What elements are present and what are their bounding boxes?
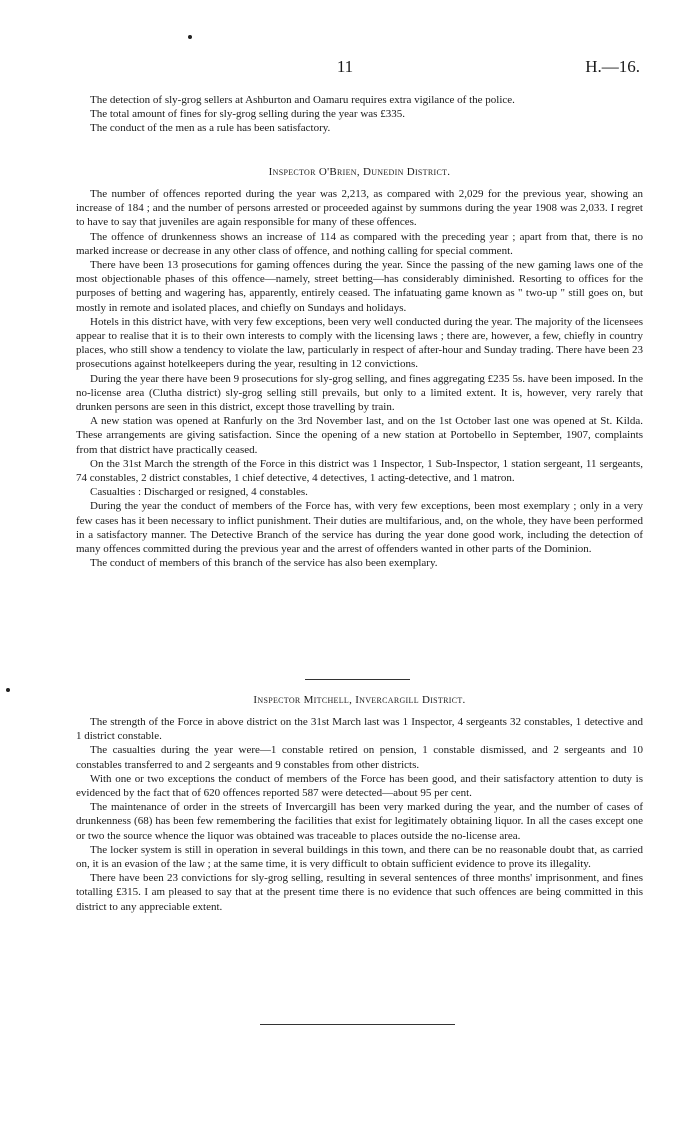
paragraph: The maintenance of order in the streets of Invercargill has been very marked during the year, and the number of cases of drunkenness (68) has been few remembering the facilities that exist for legitimately obtaining liquor. In all the cases except one or two the source whence the liquor was obtained was traceable to places outside the no-license area. — [76, 801, 643, 842]
paragraph: The conduct of the men as a rule has been satisfactory. — [90, 122, 331, 135]
intro-section — [76, 93, 643, 136]
paragraph: Casualties : Discharged or resigned, 4 constables. — [90, 486, 308, 499]
paragraph: During the year there have been 9 prosecutions for sly-grog selling, and fines aggregating £235 5s. have been imposed. In the no-license area (Clutha district) sly-grog selling still prevails, but only to a limited extent. It is, however, very rarely that drunken persons are seen in this district, except those travelling by train. — [76, 372, 643, 414]
paragraph: The conduct of members of this branch of the service has also been exemplary. — [90, 557, 438, 570]
paragraph: There have been 13 prosecutions for gaming offences during the year. Since the passing of the new gaming laws one of the most objectionable phases of this offence—namely, street betting—has considerably diminished. Resorting to offices for the purposes of betting and wagering has, apparently, entirely ceased. The infatuating game known as " two-up " still goes on, but mostly in remote and isolated places, and chiefly on Sundays and holidays. — [76, 259, 643, 314]
paragraph: The total amount of fines for sly-grog selling during the year was £335. — [90, 108, 405, 121]
paragraph: The number of offences reported during the year was 2,213, as compared with 2,029 for the previous year, showing an increase of 184 ; and the number of persons arrested or proceeded against by summons during the year 1908 was 2,033. I regret to have to say that juveniles are again responsible for many of these offences. — [76, 188, 643, 229]
paragraph: During the year the conduct of members of the Force has, with very few exceptions, been most exemplary ; only in a very few cases has it been necessary to inflict punishment. Their duties are multifarious, and, on the whole, they have been performed in a satisfactory manner. The Detective Branch of the service has during the year done good work, including the detection of many offences committed during the previous year and the arrest of offenders wanted in other parts of the Dominion. — [76, 500, 643, 556]
paragraph: Hotels in this district have, with very few exceptions, been very well conducted during the year. The majority of the licensees appear to realise that it is to their own interests to comply with the licensing laws ; there are, however, a few, chiefly in country places, who still show a tendency to violate the law, particularly in respect of after-hour and Sunday trading. There have been 23 prosecutions against hotelkeepers during the year, resulting in 12 convictions. — [76, 315, 643, 371]
paragraph: On the 31st March the strength of the Force in this district was 1 Inspector, 1 Sub-Inspector, 1 station sergeant, 11 sergeants, 74 constables, 2 district constables, 1 chief detective, 4 detectives, 1 acting-detective, and 1 matron. — [76, 457, 643, 485]
invercargill-section — [76, 715, 643, 914]
margin-mark — [6, 688, 10, 692]
dunedin-section — [76, 187, 643, 570]
paragraph: The locker system is still in operation in several buildings in this town, and there can be no reasonable doubt that, as carried on, it is an evasion of the law ; at the same time, it is very difficult to obtain sufficient evidence to prove its illegality. — [76, 843, 643, 871]
paragraph: A new station was opened at Ranfurly on the 3rd November last, and on the 1st October last one was opened at St. Kilda. These arrangements are giving satisfaction. Since the opening of a new station at Portobello in September, 1907, complaints from that district have practically ceased. — [76, 415, 643, 456]
paragraph: The detection of sly-grog sellers at Ashburton and Oamaru requires extra vigilance of the police. — [90, 94, 515, 106]
section-heading-dunedin: Inspector O'Brien, Dunedin District. — [268, 166, 451, 178]
paragraph: With one or two exceptions the conduct of members of the Force has been good, and their satisfactory attention to duty is evidenced by the fact that of 620 offences reported 587 were detected—about 95 per cent. — [76, 772, 643, 800]
section-heading-invercargill: Inspector Mitchell, Invercargill District. — [253, 694, 466, 706]
paragraph: There have been 23 convictions for sly-grog selling, resulting in several sentences of three months' imprisonment, and fines totalling £315. I am pleased to say that at the present time there is no evidence that such offences are being committed in this district to any appreciable extent. — [76, 872, 643, 913]
paragraph: The offence of drunkenness shows an increase of 114 as compared with the preceding year ; apart from that, there is no marked increase or decrease in any other class of offence, and nothing calling for special comment. — [76, 230, 643, 257]
paragraph: The strength of the Force in above district on the 31st March last was 1 Inspector, 4 sergeants 32 constables, 1 detective and 1 district constable. — [76, 716, 643, 743]
document-reference: H.—16. — [585, 57, 640, 76]
paragraph: The casualties during the year were—1 constable retired on pension, 1 constable dismissed, and 2 sergeants and 10 constables transferred to and 2 sergeants and 9 constables from other districts. — [76, 744, 643, 771]
closing-divider — [260, 1024, 455, 1025]
page-number: 11 — [336, 57, 354, 76]
page-mark — [188, 35, 192, 39]
section-divider — [305, 679, 410, 680]
